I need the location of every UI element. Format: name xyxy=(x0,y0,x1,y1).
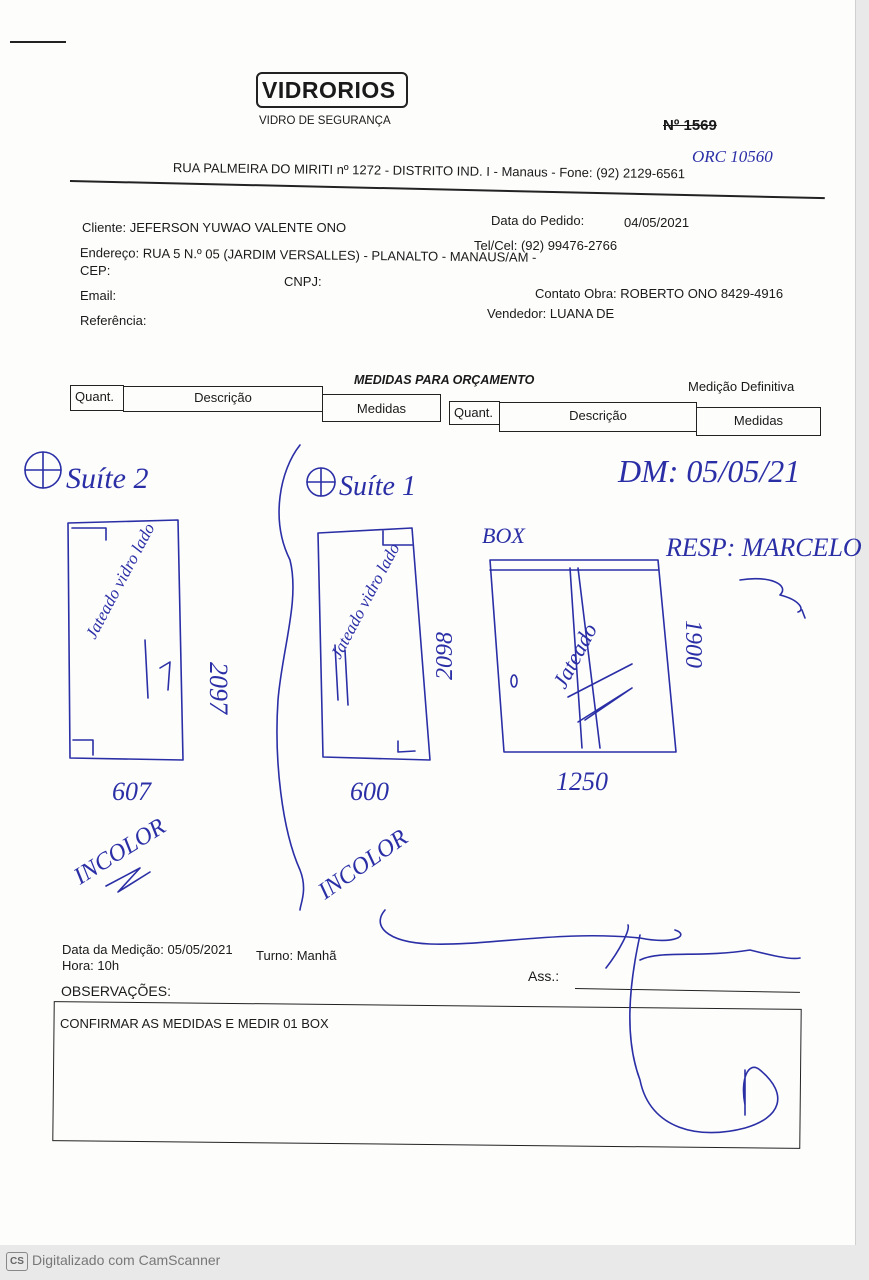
camscanner-icon: CS xyxy=(6,1252,28,1271)
company-logo: VIDRORIOS xyxy=(262,77,396,103)
header-left-measures: Medidas xyxy=(322,394,441,422)
door1-hinge-bottom xyxy=(73,740,93,755)
door1-handwritten-note: Jateado vidro lado xyxy=(81,520,159,642)
handwritten-suite2: Suíte 2 xyxy=(66,462,149,495)
doc-number: Nº 1569 xyxy=(663,117,717,134)
door1-height: 2097 xyxy=(204,662,233,714)
client-address: Endereço: RUA 5 N.º 05 (JARDIM VERSALLES) - PLANALTO - MANAUS/AM - xyxy=(79,245,537,265)
header-left-description: Descrição xyxy=(123,386,323,412)
handwritten-orc: ORC 10560 xyxy=(692,147,773,166)
door2-handwritten-note: Jateado vidro lado xyxy=(326,540,404,662)
door2-glass-type: INCOLOR xyxy=(313,824,413,905)
ink-long-curve xyxy=(380,910,681,944)
door2-width: 600 xyxy=(350,777,389,806)
measurement-shift: Turno: Manhã xyxy=(256,948,337,963)
camscanner-footer: Digitalizado com CamScanner xyxy=(32,1252,221,1268)
section-title: MEDIDAS PARA ORÇAMENTO xyxy=(354,373,535,387)
door1-width: 607 xyxy=(112,777,151,806)
ink-squiggle-resp xyxy=(740,579,801,612)
ink-divider-line xyxy=(277,445,304,910)
measurement-time: Hora: 10h xyxy=(62,958,120,973)
company-tagline: VIDRO DE SEGURANÇA xyxy=(259,115,391,127)
measurement-date: Data da Medição: 05/05/2021 xyxy=(62,942,233,957)
box-height: 1900 xyxy=(680,620,706,668)
salesperson: Vendedor: LUANA DE xyxy=(487,306,615,321)
handwritten-resp: RESP: MARCELO xyxy=(666,533,862,562)
header-left-quant: Quant. xyxy=(70,385,124,411)
handwritten-box: BOX xyxy=(482,523,525,548)
box-width: 1250 xyxy=(556,767,608,796)
observations-text: CONFIRMAR AS MEDIDAS E MEDIR 01 BOX xyxy=(60,1016,329,1031)
header-right-description: Descrição xyxy=(499,402,697,432)
handwritten-dm: DM: 05/05/21 xyxy=(618,453,801,489)
handwritten-suite1: Suíte 1 xyxy=(339,471,416,502)
client-cep: CEP: xyxy=(80,263,111,278)
order-date-label: Data do Pedido: xyxy=(491,213,585,228)
box-handle xyxy=(511,675,517,687)
door1-glass-type: INCOLOR xyxy=(69,813,171,891)
company-address: RUA PALMEIRA DO MIRITI nº 1272 - DISTRITO IND. I - Manaus - Fone: (92) 2129-6561 xyxy=(172,160,686,182)
observations-label: OBSERVAÇÕES: xyxy=(61,983,171,999)
client-name: Cliente: JEFERSON YUWAO VALENTE ONO xyxy=(82,220,347,235)
door1-handle xyxy=(145,640,170,698)
signature-label: Ass.: xyxy=(528,968,560,984)
ink-loop-signature xyxy=(630,935,778,1133)
header-right-quant: Quant. xyxy=(449,401,500,425)
order-date: 04/05/2021 xyxy=(624,215,690,230)
ink-dot xyxy=(802,610,805,618)
header-right-measures: Medidas xyxy=(696,407,821,436)
client-phone: Tel/Cel: (92) 99476-2766 xyxy=(474,238,618,253)
client-email: Email: xyxy=(80,288,117,303)
door2-hinge-bottom xyxy=(398,741,415,752)
door1-hinge-top xyxy=(72,528,106,540)
client-cnpj: CNPJ: xyxy=(284,274,322,289)
box-handwritten-note: Jateado xyxy=(547,619,603,693)
door2-height: 2098 xyxy=(432,632,458,680)
section-subtitle: Medição Definitiva xyxy=(688,379,795,394)
client-reference: Referência: xyxy=(80,313,147,328)
site-contact: Contato Obra: ROBERTO ONO 8429-4916 xyxy=(535,286,784,301)
